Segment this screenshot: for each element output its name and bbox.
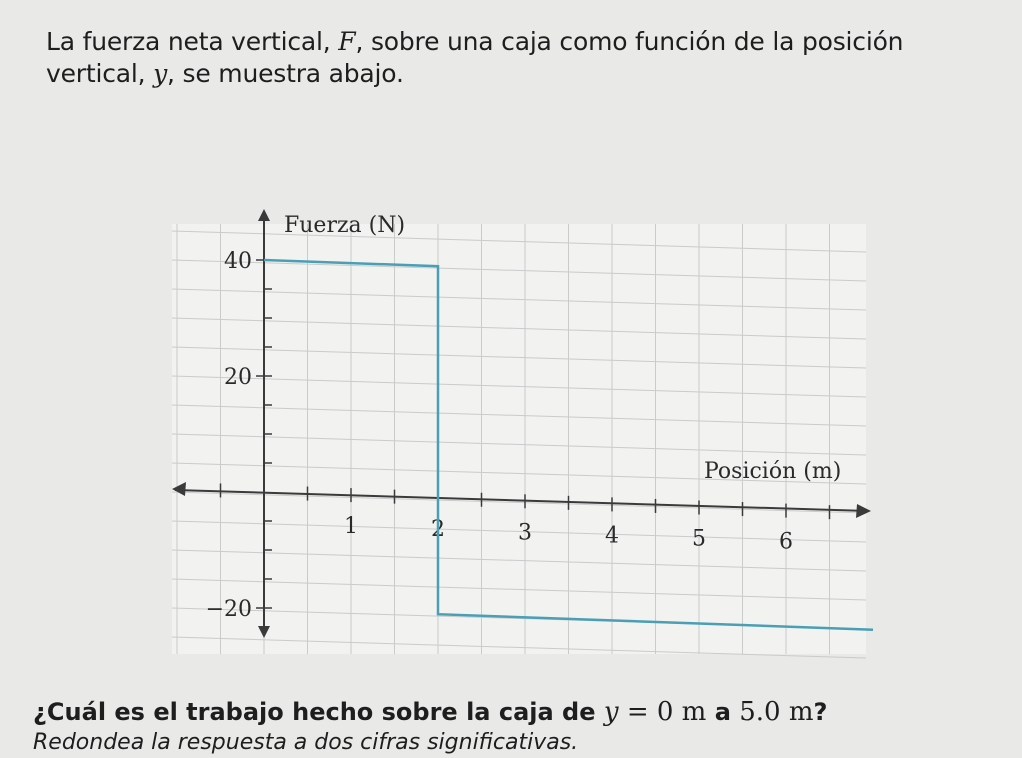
y-tick-label: 40: [224, 249, 252, 274]
x-tick-label: 4: [605, 523, 619, 549]
question-end-value: 5.0 m: [739, 697, 814, 727]
question-start-value: [604, 697, 706, 727]
x-tick-label: 3: [518, 520, 532, 546]
question-var: y: [603, 697, 619, 727]
question-text-1: ¿Cuál es el trabajo hecho sobre la caja de: [33, 698, 604, 726]
intro-text-1: La fuerza neta vertical,: [46, 27, 339, 56]
y-axis-top-arrow: [258, 209, 270, 221]
intro-text-3: , se muestra abajo.: [167, 59, 404, 88]
force-symbol: F: [338, 27, 356, 56]
x-tick-label: 5: [692, 526, 706, 552]
question-eq: = 0 m: [618, 697, 707, 727]
x-tick-label: 6: [779, 529, 793, 555]
question-text-2: a: [706, 698, 740, 726]
x-tick-label: 2: [431, 517, 445, 543]
rounding-hint: Redondea la respuesta a dos cifras significativas.: [33, 730, 579, 755]
question: [33, 697, 827, 727]
x-axis-label: Posición (m): [704, 459, 842, 484]
x-tick-label: 1: [344, 514, 358, 540]
y-tick-label: 20: [224, 365, 252, 390]
y-tick-label: −20: [205, 597, 252, 622]
intro-text-2: , sobre una caja como función de la posición vertical,: [46, 27, 904, 88]
question-text-3: ?: [813, 698, 828, 726]
position-symbol: y: [153, 59, 168, 88]
y-axis-label: Fuerza (N): [284, 213, 406, 238]
